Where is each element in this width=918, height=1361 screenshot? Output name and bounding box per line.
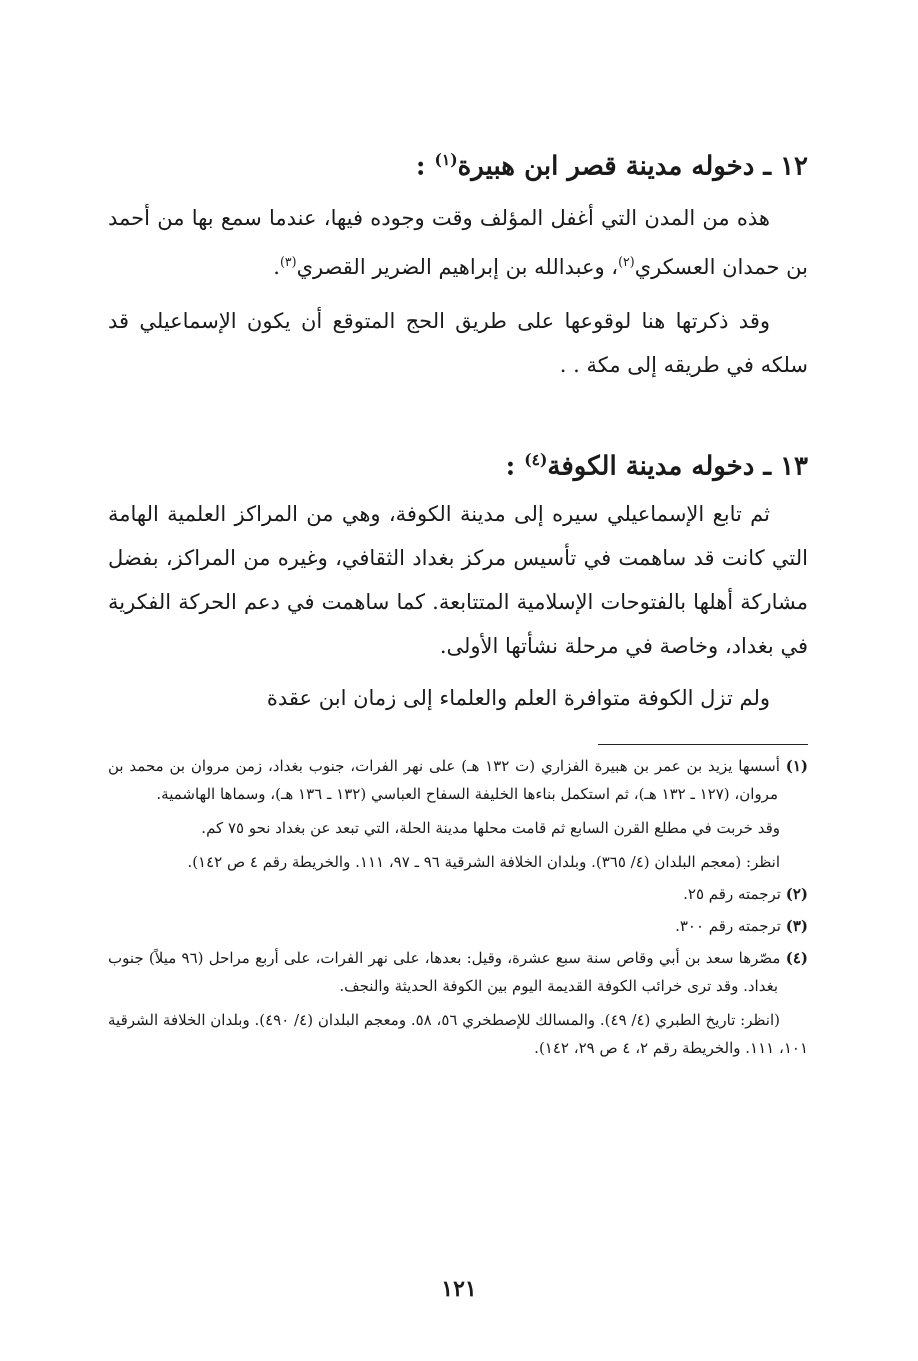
footnote-ref-4: (٤) (524, 450, 548, 469)
section-12-body (108, 196, 808, 387)
section-13-paragraph-1: ثم تابع الإسماعيلي سيره إلى مدينة الكوفة، وهي من المراكز العلمية الهامة التي كانت قد ساهمت في تأسيس مركز بغداد الثقافي، وغيره من المراكز، بفضل مشاركة أهلها بالفتوحات الإسلامية المتتابعة. كما ساهمت في دعم الحركة الفكرية في بغداد، وخاصة في مرحلة نشأتها الأولى. (108, 502, 808, 658)
footnote-text: أسسها يزيد بن عمر بن هبيرة الفزاري (ت ١٣٢ هـ) على نهر الفرات، جنوب بغداد، زمن مروان بن محمد بن مروان، (١٢٧ ـ ١٣٢ هـ)، ثم استكمل بناءها الخليفة السفاح العباسي (١٣٢ ـ ١٣٦ هـ)، وسماها الهاشمية. (108, 757, 780, 803)
section-13-heading-text: ١٣ ـ دخوله مدينة الكوفة (547, 451, 808, 482)
footnote-number: (٤) (785, 949, 808, 967)
section-12-paragraph-2: وقد ذكرتها هنا لوقوعها على طريق الحج المتوقع أن يكون الإسماعيلي قد سلكه في طريقه إلى مكة . . (108, 309, 808, 377)
footnote-2 (108, 880, 808, 908)
footnote-ref-2: (٢) (618, 254, 635, 269)
page-number: ١٢١ (441, 1276, 477, 1302)
section-13-paragraph-2: ولم تزل الكوفة متوافرة العلم والعلماء إلى زمان ابن عقدة (266, 686, 770, 710)
footnote-4 (108, 944, 808, 1000)
paragraph-text: هذه من المدن التي أغفل المؤلف وقت وجوده فيها، عندما سمع بها من أحمد بن حمدان العسكري (108, 206, 808, 279)
section-12-heading-text: ١٢ ـ دخوله مدينة قصر ابن هبيرة (457, 151, 808, 182)
footnote-3 (108, 912, 808, 940)
footnote-1-paragraph-3: انظر: (معجم البلدان (٤/ ٣٦٥). وبلدان الخلافة الشرقية ٩٦ ـ ٩٧، ١١١. والخريطة رقم ٤ ص ١٤٢). (187, 853, 780, 871)
footnote-1-paragraph-2: وقد خربت في مطلع القرن السابع ثم قامت محلها مدينة الحلة، التي تبعد عن بغداد نحو ٧٥ كم. (201, 819, 780, 837)
footnote-number: (٢) (785, 885, 808, 903)
footnote-number: (١) (785, 757, 808, 775)
footnote-text: ترجمته رقم ٣٠٠. (675, 917, 781, 935)
footnote-number: (٣) (785, 917, 808, 935)
footnote-1 (108, 752, 808, 808)
footnote-4-paragraph-2: (انظر: تاريخ الطبري (٤/ ٤٩). والمسالك للإصطخري ٥٦، ٥٨. ومعجم البلدان (٤/ ٤٩٠). وبلدان الخلافة الشرقية ١٠١، ١١١. والخريطة رقم ٢، ٤ ص ٢٩، ١٤٢). (108, 1011, 808, 1057)
footnote-ref-3: (٣) (279, 254, 297, 269)
footnote-ref-1: (١) (434, 150, 458, 169)
heading-colon: : (505, 451, 525, 482)
footnote-separator (598, 744, 808, 745)
section-13-body (108, 492, 808, 720)
section-13-heading (506, 440, 808, 487)
section-12-heading (416, 140, 808, 187)
heading-colon: : (415, 151, 435, 182)
footnote-text: ترجمته رقم ٢٥. (683, 885, 781, 903)
footnote-text: مصّرها سعد بن أبي وقاص سنة سبع عشرة، وقيل: بعدها، على نهر الفرات، على أربع مراحل (٩٦ ميلاً) جنوب بغداد. وقد ترى خرائب الكوفة القديمة اليوم بين الكوفة الحديثة والنجف. (108, 949, 781, 995)
paragraph-text: ، وعبدالله بن إبراهيم الضرير القصري (296, 255, 619, 279)
footnotes (108, 752, 808, 1062)
section-12-paragraph-1 (108, 196, 808, 289)
paragraph-text: . (273, 255, 280, 279)
